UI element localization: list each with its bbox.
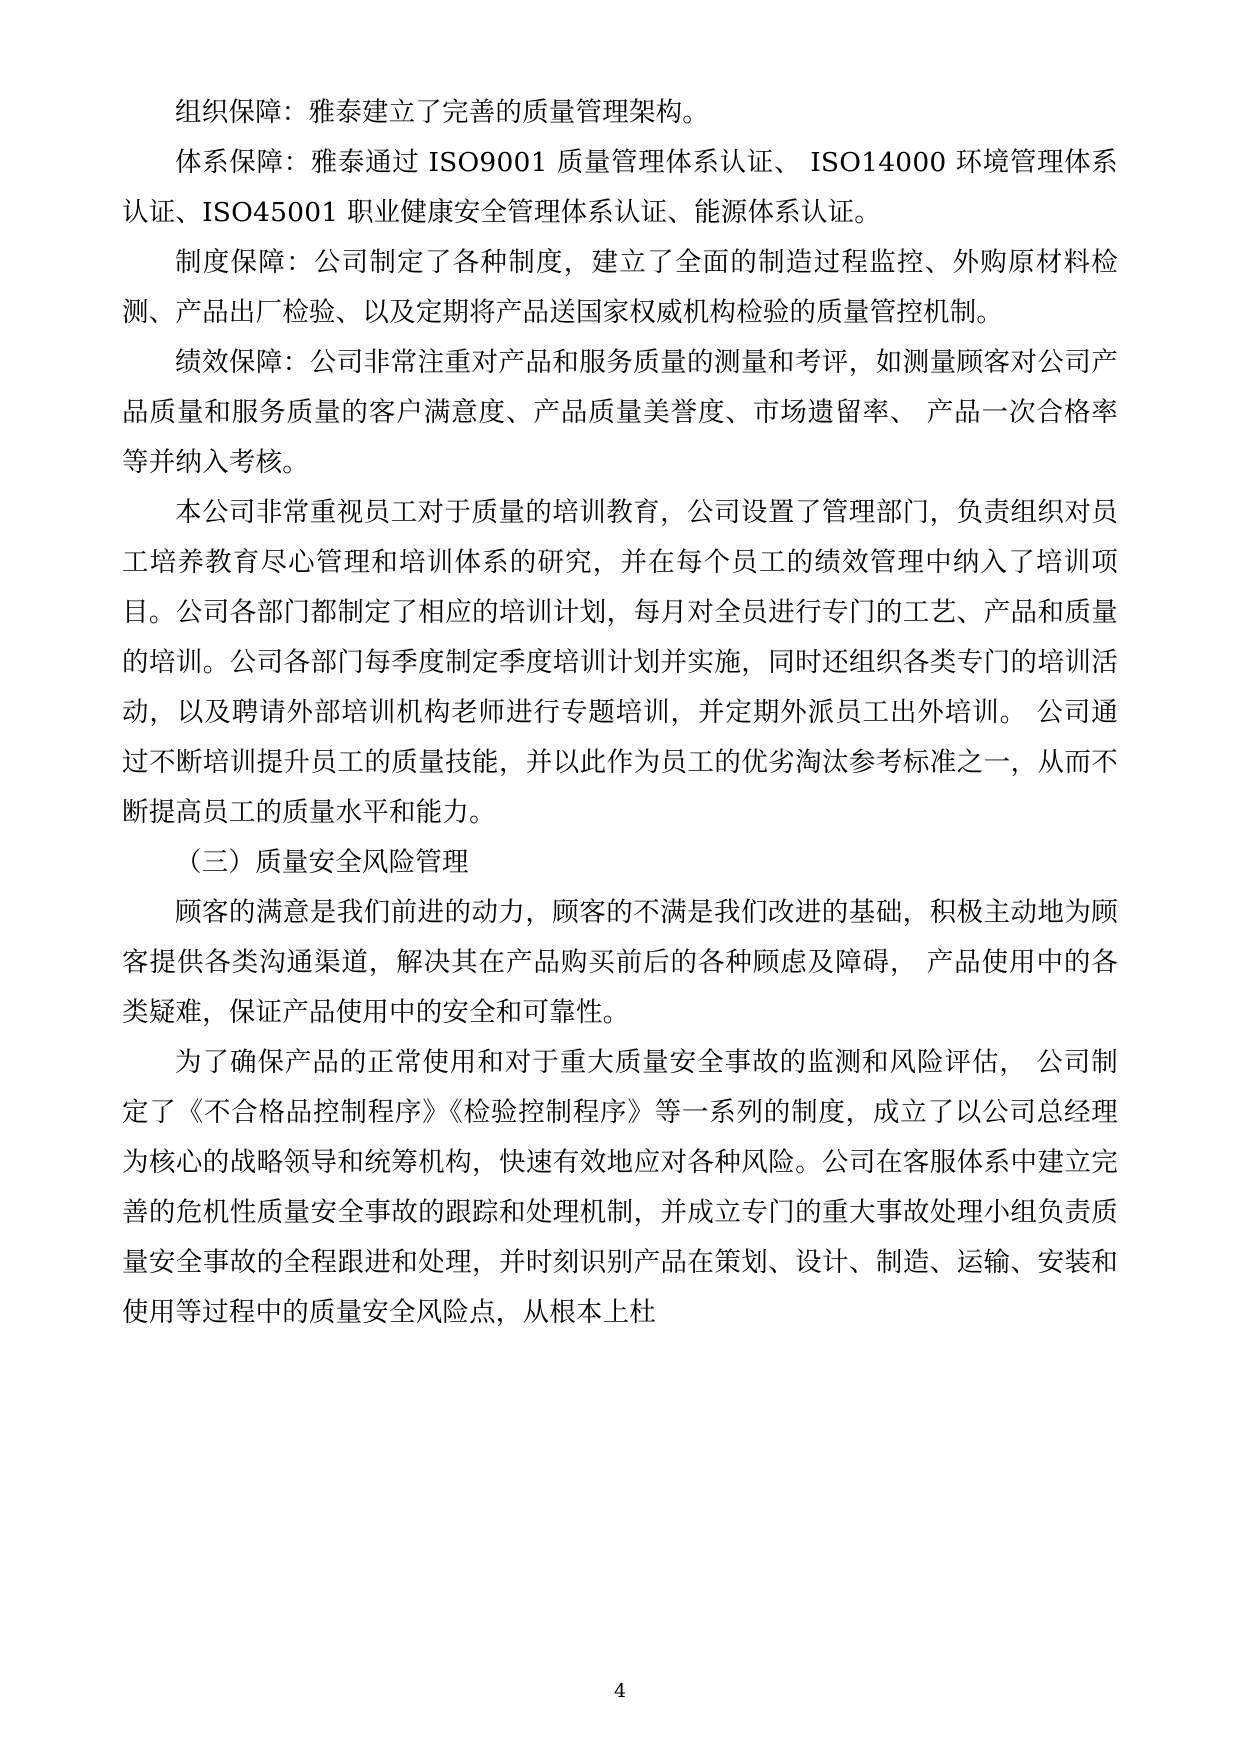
- paragraph-customer-satisfaction: 顾客的满意是我们前进的动力，顾客的不满是我们改进的基础，积极主动地为顾客提供各类沟通渠道，解决其在产品购买前后的各种顾虑及障碍， 产品使用中的各类疑难，保证产品使用中的安全和可靠性。: [122, 897, 1118, 1028]
- paragraph-institutional-guarantee: 制度保障：公司制定了各种制度，建立了全面的制造过程监控、外购原材料检测、产品出厂检验、以及定期将产品送国家权威机构检验的质量管控机制。: [122, 247, 1118, 328]
- heading-quality-safety-risk-management: （三）质量安全风险管理: [175, 847, 469, 878]
- paragraph-training-education: 本公司非常重视员工对于质量的培训教育，公司设置了管理部门，负责组织对员工培养教育尽心管理和培训体系的研究，并在每个员工的绩效管理中纳入了培训项目。公司各部门都制定了相应的培训计划，每月对全员进行专门的工艺、产品和质量的培训。公司各部门每季度制定季度培训计划并实施，同时还组织各类专门的培训活动，以及聘请外部培训机构老师进行专题培训，并定期外派员工出外培训。 公司通过不断培训提升员工的质量技能，并以此作为员工的优劣淘汰参考标准之一，从而不断提高员工的质量水平和能力。: [122, 497, 1118, 828]
- document-body: [122, 88, 1118, 1338]
- paragraph-risk-assessment: 为了确保产品的正常使用和对于重大质量安全事故的监测和风险评估， 公司制定了《不合格品控制程序》《检验控制程序》等一系列的制度，成立了以公司总经理为核心的战略领导和统筹机构，快速有效地应对各种风险。公司在客服体系中建立完善的危机性质量安全事故的跟踪和处理机制，并成立专门的重大事故处理小组负责质量安全事故的全程跟进和处理，并时刻识别产品在策划、设计、制造、运输、安装和使用等过程中的质量安全风险点，从根本上杜: [122, 1047, 1118, 1328]
- page-number: 4: [613, 1680, 627, 1702]
- paragraph-performance-guarantee: 绩效保障：公司非常注重对产品和服务质量的测量和考评，如测量顾客对公司产品质量和服务质量的客户满意度、产品质量美誉度、市场遗留率、 产品一次合格率等并纳入考核。: [122, 347, 1118, 478]
- paragraph-organizational-guarantee: 组织保障：雅泰建立了完善的质量管理架构。: [175, 97, 709, 128]
- paragraph-system-guarantee: 体系保障：雅泰通过 ISO9001 质量管理体系认证、 ISO14000 环境管理体系认证、ISO45001 职业健康安全管理体系认证、能源体系认证。: [122, 147, 1118, 228]
